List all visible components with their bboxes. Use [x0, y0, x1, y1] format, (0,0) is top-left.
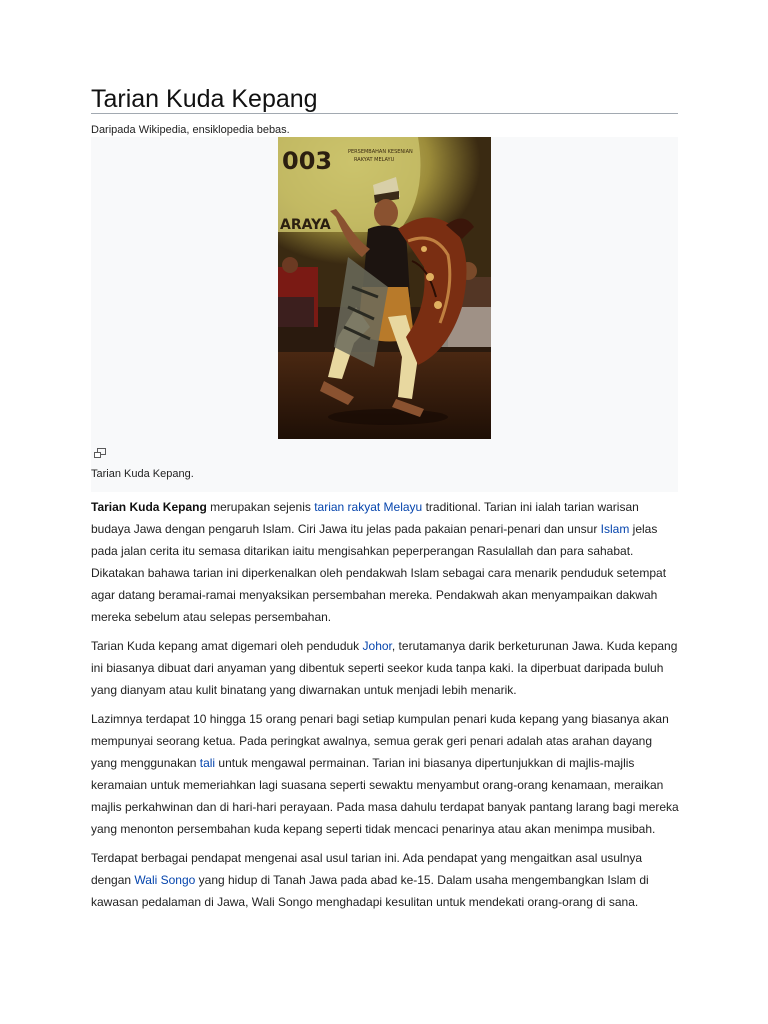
text-segment: Tarian Kuda kepang amat digemari oleh penduduk [91, 639, 363, 653]
link-islam[interactable]: Islam [600, 522, 630, 536]
text-segment: Lazimnya terdapat 10 hingga 15 orang penari bagi setiap kumpulan penari kuda kepang yang biasanya akan mempunyai seorang ketua. Pada peringkat awalnya, semua gerak geri penari adalah atas arahan dayang yang menggunakan [91, 712, 669, 770]
article-term: Tarian Kuda Kepang [91, 500, 207, 514]
link-tarian-rakyat-melayu[interactable]: tarian rakyat Melayu [314, 500, 423, 514]
text-segment: Terdapat berbagai pendapat mengenai asal usul tarian ini. Ada pendapat yang mengaitkan asal usulnya dengan [91, 851, 643, 887]
banner-line-1: PERSEMBAHAN KESENIAN [348, 149, 413, 155]
magnify-clip-icon[interactable] [93, 447, 107, 459]
paragraph-1 [91, 496, 681, 628]
text-segment: traditional. Tarian ini ialah tarian warisan budaya Jawa dengan pengaruh Islam. Ciri Jawa itu jelas pada pakaian penari-penari dan unsur [91, 500, 639, 536]
link-wali-songo[interactable]: Wali Songo [134, 873, 196, 887]
text-segment: , terutamanya darik berketurunan Jawa. Kuda kepang ini biasanya dibuat dari anyaman yang dibentuk seperti seekor kuda tanpa kaki. Ia diperbuat daripada buluh yang dianyam atau kulit binatang yang diwarnakan untuk menjadi lebih menarik. [91, 639, 678, 697]
link-johor[interactable]: Johor [362, 639, 392, 653]
site-tagline: Daripada Wikipedia, ensiklopedia bebas. [91, 124, 290, 136]
paragraph-2 [91, 635, 681, 701]
paragraph-3 [91, 708, 681, 840]
banner-line-2: RAKYAT MELAYU [354, 157, 395, 163]
thumbnail-figure [91, 137, 678, 492]
link-tali[interactable]: tali [199, 756, 216, 770]
page-title: Tarian Kuda Kepang [91, 85, 318, 113]
title-divider [91, 113, 678, 114]
paragraph-4 [91, 847, 681, 913]
banner-year: 003 [282, 147, 333, 175]
text-segment: jelas pada jalan cerita itu semasa ditarikan iaitu mengisahkan peperperangan Rasulallah dan para sahabat. Dikatakan bahawa tarian ini diperkenalkan oleh pendakwah Islam sebagai cara menarik penduduk setempat agar datang beramai-ramai menyaksikan persembahan mereka. Pendakwah akan menyampaikan dakwah mereka sebelum atau selepas persembahan. [91, 522, 667, 624]
article-body [91, 496, 681, 920]
kuda-kepang-photo[interactable] [278, 137, 491, 439]
text-segment: yang hidup di Tanah Jawa pada abad ke-15. Dalam usaha mengembangkan Islam di kawasan pedalaman di Jawa, Wali Songo menghadapi kesulitan untuk mendekati orang-orang di sana. [91, 873, 649, 909]
text-segment: merupakan sejenis [206, 500, 315, 514]
text-segment: untuk mengawal permainan. Tarian ini biasanya dipertunjukkan di majlis-majlis keramaian untuk memeriahkan lagi suasana seperti sewaktu menyambut orang-orang kenamaan, meraikan majlis perkahwinan dan di hari-hari perayaan. Pada masa dahulu terdapat banyak pantang larang bagi mereka yang menonton persembahan kuda kepang seperti tidak mencaci penarinya atau akan menimpa musibah. [91, 756, 679, 836]
figure-caption: Tarian Kuda Kepang. [91, 468, 194, 480]
banner-word: ARAYA [280, 217, 331, 233]
